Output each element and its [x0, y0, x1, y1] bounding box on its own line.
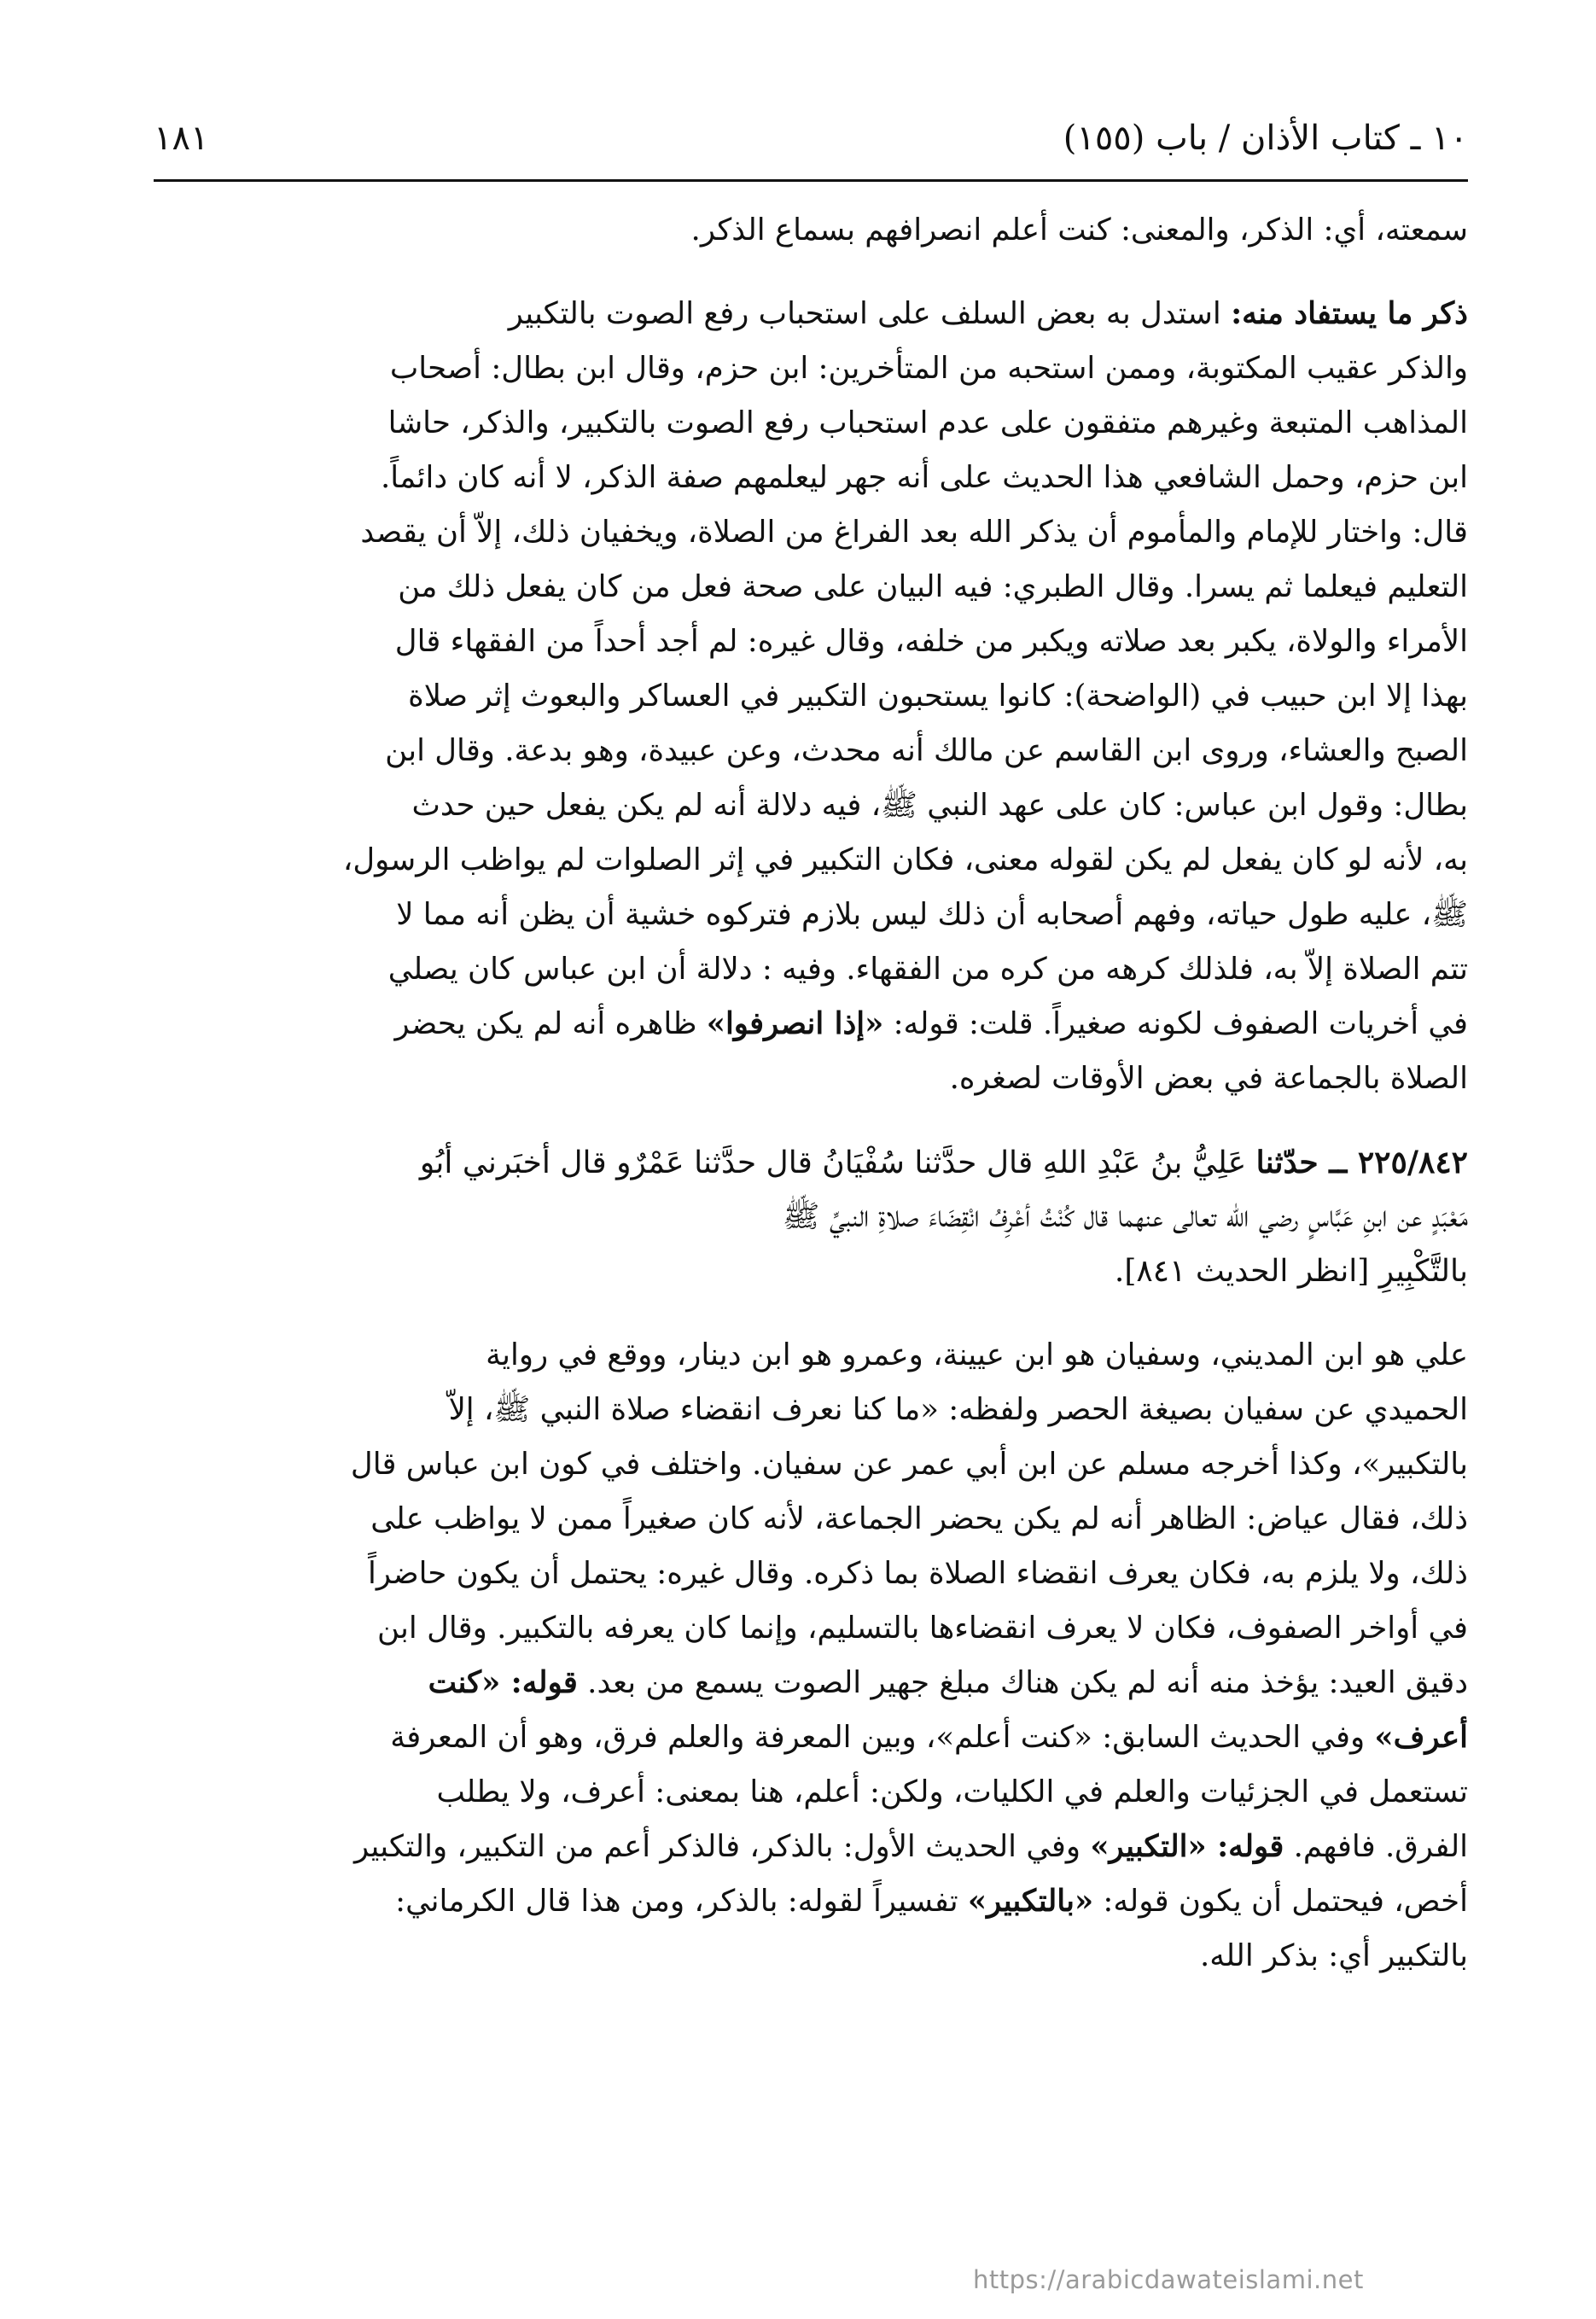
text-line [154, 341, 1468, 396]
text-line [154, 778, 1468, 833]
text-run: سمعته، أي: الذكر، والمعنى: كنت أعلم انصرافهم بسماع الذكر. [690, 213, 1468, 248]
page-body [154, 203, 1468, 1984]
text-run: دقيق العيد: يؤخذ منه أنه لم يكن هناك مبلغ جهير الصوت يسمع من بعد. [577, 1665, 1468, 1700]
text-run: مَعْبَدٍ عن ابنِ عَبَّاسٍ رضي الله تعالى عنهما قال كُنْتُ أعْرِفُ انْقِضَاءَ صلاةِ النبيِّ ﷺ [782, 1199, 1468, 1234]
text-line [154, 1244, 1468, 1299]
text-run: ابن حزم، وحمل الشافعي هذا الحديث على أنه جهر ليعلمهم صفة الذكر، لا أنه كان دائماً. [380, 460, 1468, 495]
text-run: والذكر عقيب المكتوبة، وممن استحبه من المتأخرين: ابن حزم، وقال ابن بطال: أصحاب [389, 351, 1468, 386]
paragraph-gap [154, 258, 1468, 287]
bold-text: قوله: «التكبير» [1090, 1829, 1284, 1864]
text-run: تتم الصلاة إلاّ به، فلذلك كرهه من كره من الفقهاء. وفيه : دلالة أن ابن عباس كان يصلي [387, 952, 1468, 987]
bold-text: ذكر ما يستفاد منه: [1231, 296, 1468, 331]
text-line [154, 287, 1468, 341]
page-header [154, 111, 1468, 171]
text-run: الصبح والعشاء، وروى ابن القاسم عن مالك أنه محدث، وعن عبيدة، وهو بدعة. وقال ابن [385, 733, 1468, 768]
paragraph [154, 287, 1468, 1106]
text-line [154, 997, 1468, 1052]
text-line [154, 1547, 1468, 1601]
text-line [154, 1492, 1468, 1547]
text-line [154, 833, 1468, 888]
text-run: أخص، فيحتمل أن يكون قوله: [1093, 1884, 1468, 1919]
text-run: ﷺ، عليه طول حياته، وفهم أصحابه أن ذلك ليس بلازم فتركوه خشية أن يظن أنه مما لا [396, 897, 1468, 932]
bold-text: أعرف» [1374, 1720, 1468, 1755]
text-line [154, 1874, 1468, 1929]
text-line [154, 669, 1468, 724]
text-run: في أخريات الصفوف لكونه صغيراً. قلت: قوله: [883, 1006, 1468, 1041]
paragraph-gap [154, 1299, 1468, 1328]
bold-text: ٢٢٥/٨٤٢ ــ حدّثنا [1255, 1145, 1468, 1180]
text-line [154, 505, 1468, 560]
text-run: قال: واختار للإمام والمأموم أن يذكر الله بعد الفراغ من الصلاة، ويخفيان ذلك، إلاّ أن يقصد [360, 515, 1468, 550]
text-run: ذلك، ولا يلزم به، فكان يعرف انقضاء الصلاة بما ذكره. وقال غيره: يحتمل أن يكون حاضراً [368, 1556, 1468, 1591]
text-line [154, 1656, 1468, 1710]
text-line [154, 1820, 1468, 1874]
text-run: عَلِيُّ بنُ عَبْدِ اللهِ قال حدَّثنا سُفْيَانُ قال حدَّثنا عَمْرٌو قال أخبَرني أبُو [419, 1145, 1256, 1180]
text-line [154, 1190, 1468, 1244]
text-run: بالتكبير أي: بذكر الله. [1199, 1938, 1468, 1973]
paragraph [154, 1328, 1468, 1984]
text-run: الصلاة بالجماعة في بعض الأوقات لصغره. [949, 1061, 1468, 1096]
text-run: المذاهب المتبعة وغيرهم متفقون على عدم استحباب رفع الصوت بالتكبير، والذكر، حاشا [387, 405, 1468, 440]
paragraph [154, 203, 1468, 258]
text-line [154, 451, 1468, 505]
text-run: التعليم فيعلما ثم يسرا. وقال الطبري: فيه البيان على صحة فعل من كان يفعل ذلك من [398, 569, 1468, 604]
text-run: ذلك، فقال عياض: الظاهر أنه لم يكن يحضر الجماعة، لأنه كان صغيراً ممن لا يواظب على [370, 1501, 1468, 1536]
text-run: الأمراء والولاة، يكبر بعد صلاته ويكبر من خلفه، وقال غيره: لم أجد أحداً من الفقهاء قال [394, 624, 1468, 659]
paragraph-gap [154, 1106, 1468, 1135]
text-line [154, 615, 1468, 669]
text-line [154, 1929, 1468, 1984]
page-number: ١٨١ [154, 119, 209, 158]
hadith-text [154, 1135, 1468, 1299]
text-run: علي هو ابن المديني، وسفيان هو ابن عيينة، وعمرو هو ابن دينار، ووقع في رواية [486, 1337, 1468, 1372]
watermark-url: https://arabicdawateislami.net [973, 2265, 1364, 2294]
text-run: وفي الحديث الأول: بالذكر، فالذكر أعم من التكبير، والتكبير [353, 1829, 1091, 1864]
text-line [154, 1135, 1468, 1190]
chapter-title: ١٠ ـ كتاب الأذان / باب (١٥٥) [1063, 119, 1468, 158]
text-run: بهذا إلا ابن حبيب في (الواضحة): كانوا يستحبون التكبير في العساكر والبعوث إثر صلاة [408, 679, 1468, 714]
bold-text: قوله: «كنت [428, 1665, 578, 1700]
text-line [154, 1710, 1468, 1765]
text-run: به، لأنه لو كان يفعل لم يكن لقوله معنى، فكان التكبير في إثر الصلوات لم يواظب الرسول، [342, 842, 1468, 877]
text-line [154, 888, 1468, 942]
text-line [154, 203, 1468, 258]
text-line [154, 560, 1468, 615]
text-line [154, 1383, 1468, 1437]
text-line [154, 396, 1468, 451]
text-line [154, 1328, 1468, 1383]
bold-text: «بالتكبير» [967, 1884, 1094, 1919]
text-line [154, 1765, 1468, 1820]
bold-text: «إذا انصرفوا» [706, 1006, 884, 1041]
text-line [154, 724, 1468, 778]
text-run: الفرق. فافهم. [1284, 1829, 1468, 1864]
text-line [154, 1601, 1468, 1656]
text-run: بالتكبير»، وكذا أخرجه مسلم عن ابن أبي عمر عن سفيان. واختلف في كون ابن عباس قال [350, 1447, 1468, 1482]
text-line [154, 1437, 1468, 1492]
text-run: استدل به بعض السلف على استحباب رفع الصوت بالتكبير [508, 296, 1232, 331]
text-run: بالتَّكْبِيرِ [انظر الحديث ٨٤١]. [1114, 1254, 1468, 1289]
text-run: تفسيراً لقوله: بالذكر، ومن هذا قال الكرماني: [395, 1884, 968, 1919]
text-run: ظاهره أنه لم يكن يحضر [394, 1006, 707, 1041]
text-run: تستعمل في الجزئيات والعلم في الكليات، ولكن: أعلم، هنا بمعنى: أعرف، ولا يطلب [436, 1774, 1468, 1809]
text-run: الحميدي عن سفيان بصيغة الحصر ولفظه: «ما كنا نعرف انقضاء صلاة النبي ﷺ، إلاّ [448, 1392, 1468, 1427]
text-run: في أواخر الصفوف، فكان لا يعرف انقضاءها بالتسليم، وإنما كان يعرفه بالتكبير. وقال ابن [377, 1611, 1468, 1646]
text-run: وفي الحديث السابق: «كنت أعلم»، وبين المعرفة والعلم فرق، وهو أن المعرفة [390, 1720, 1375, 1755]
header-rule [154, 179, 1468, 182]
text-line [154, 1052, 1468, 1106]
text-run: بطال: وقول ابن عباس: كان على عهد النبي ﷺ، فيه دلالة أنه لم يكن يفعل حين حدث [411, 788, 1468, 823]
text-line [154, 942, 1468, 997]
